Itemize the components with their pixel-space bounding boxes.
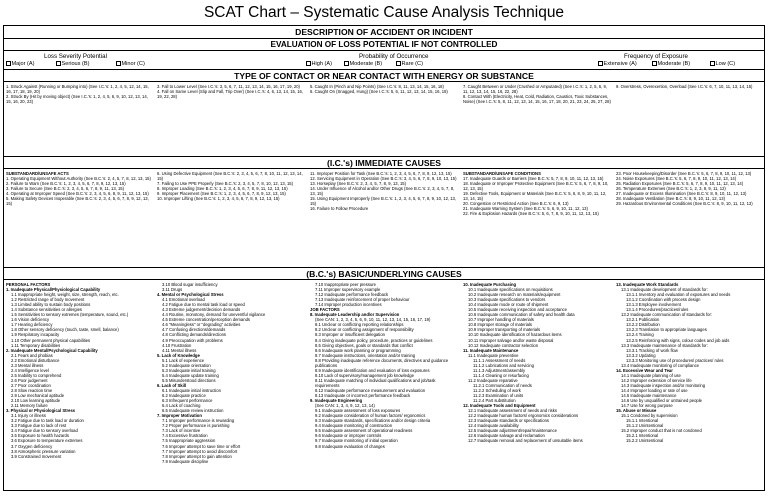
- cause-item: 5.3 Inadequate initial training: [162, 367, 216, 373]
- cause-item: 8.13 Inadequate or incorrect performance feedback: [315, 393, 411, 399]
- probability-high-checkbox[interactable]: [306, 61, 332, 68]
- cause-heading: 11. Inadequate Maintenance: [463, 347, 519, 353]
- cause-heading: 7. Improper Motivation: [157, 413, 202, 419]
- cause-item: 4. Operating at Improper Speed (See B.C.'s: 2, 3, 4, 5, 6, 8, 9, 11, 12, 13, 15): [6, 191, 149, 197]
- cause-item: 10.8 Improper storage of materials: [468, 322, 533, 328]
- cause-item: 7.14 Improper production incentives: [315, 302, 382, 308]
- cause-item: 3.11 Drugs: [162, 287, 183, 293]
- cause-item: 4.7 Confusing directions/demands: [162, 327, 226, 333]
- cause-heading: 8. Inadequate Leadership and/or Supervision: [310, 312, 400, 318]
- cause-item: 13.1.4 Procedures/practices/rules: [626, 307, 689, 313]
- cause-heading: 10. Inadequate Purchasing: [463, 282, 517, 287]
- cause-item: 7.9 Inadequate discipline: [162, 458, 209, 464]
- cause-item: 2.11 Memory failure: [11, 403, 48, 409]
- cause-item: 6.2 Inadequate practice: [162, 393, 206, 399]
- cause-item: 8.9 Inadequate identification and evaluation of loss exposures: [315, 367, 430, 373]
- cause-item: 1.5 Sensitivities to sensory extremes (temperature, sound, etc.): [11, 312, 129, 318]
- checkbox-icon: [710, 61, 715, 66]
- cause-heading: 4. Mental or Psychological Stress: [157, 292, 224, 298]
- cause-item: 13. Horseplay (See B.C.'s: 2, 3, 4, 5, 7, 8, 9, 13, 15): [310, 181, 406, 187]
- cause-item: 2.6 Poor judgement: [11, 377, 48, 383]
- cause-item: 3.2 Fatigue due to task load or duration: [11, 418, 84, 424]
- cause-item: 10.1 Inadequate specifications on requisitions: [468, 287, 553, 293]
- cause-item: 10.4 Inadequate mode or route of shipment: [468, 302, 549, 308]
- cause-item: 13.2.3 Translation to appropriate languages: [626, 327, 707, 333]
- cause-item: 2.10 Low learning aptitude: [11, 398, 61, 404]
- cause-item: 9.4 Inadequate monitoring of construction: [315, 423, 393, 429]
- cause-item: 11. Improper Position for Task (See B.C.'s: 1, 2, 3, 4, 5, 6, 7, 8, 9, 12, 13, 15): [310, 171, 452, 176]
- cause-item: 13.2.5 Reinforcing with signs, colour codes and job aids: [626, 337, 730, 343]
- cause-item: 15.1 Condoned by supervision: [621, 413, 678, 419]
- cause-item: 4.1 Emotional overload: [162, 297, 205, 303]
- cause-item: 13.3 Inadequate maintenance of standards for:: [621, 342, 708, 348]
- basic-column-3: [310, 282, 460, 490]
- cause-item: 1.2 Restricted range of body movement: [11, 297, 85, 303]
- cause-item: 14.3 Inadequate inspection and/or monitoring: [621, 382, 706, 388]
- contact-column-5: 9. Overstress, Overexertion, Overload (See I.C.'s: 6, 7, 10, 11, 13, 14, 15): [616, 84, 753, 89]
- checkbox-icon: [344, 61, 349, 66]
- probability-label: Probability of Occurrence: [359, 53, 429, 60]
- cause-item: 14.2 Improper extension of service life: [621, 377, 692, 383]
- section-description-header: DESCRIPTION OF ACCIDENT OR INCIDENT: [4, 26, 764, 39]
- cause-heading: 1. Inadequate Physical/Physiological Capability: [6, 287, 101, 293]
- checkbox-label: High (A): [311, 61, 333, 67]
- checkbox-label: Rare (C): [401, 61, 423, 67]
- cause-item: 11.2.2 Scheduling of work: [473, 387, 521, 393]
- cause-item: 11.2.1 Communication of needs: [473, 382, 532, 388]
- severity-minor-checkbox[interactable]: [116, 61, 145, 68]
- cause-item: 24. Noise Exposures (See B.C.'s: 5, 6, 7, 8, 9, 10, 11, 12, 13, 14): [616, 176, 737, 182]
- cause-item: 8.8 Providing inadequate reference documents, directives and guidance publications: [315, 357, 449, 368]
- cause-item: 5.2 Inadequate orientation: [162, 362, 211, 368]
- cause-item: 7.3 Lack of incentive: [162, 428, 201, 434]
- cause-item: 2.3 Mental illness: [11, 362, 44, 368]
- cause-item: 9.1 Inadequate assessment of loss exposures: [315, 408, 401, 414]
- cause-item: 5.4 Inadequate update training: [162, 372, 219, 378]
- cause-item: 12.7 Inadequate removal and replacement of unsuitable items: [468, 438, 583, 444]
- checkbox-icon: [56, 61, 61, 66]
- cause-item: 1.10 Other permanent physical capabilities: [11, 337, 91, 343]
- cause-item: 13.1.3 Employee involvement: [626, 302, 681, 308]
- cause-item: 5.1 Lack of experience: [162, 357, 205, 363]
- cause-item: 15.2 Improper conduct that is not condoned: [621, 428, 702, 434]
- cause-item: 8.11 Inadequate matching of individual qualifications and job/task requirements: [315, 377, 436, 388]
- cause-item: 14.4 Improper loading or rate of use: [621, 387, 688, 393]
- cause-item: 11.1 Inadequate preventive: [468, 352, 519, 358]
- cause-item: 8.5 Giving objectives, goals or standards that conflict: [315, 342, 413, 348]
- cause-item: 14. Under Influence of Alcohol and/or Other Drugs (See B.C.'s: 2, 3, 4, 5, 7, 8, 13, 15): [310, 186, 455, 197]
- cause-item: 4.4 Routine, monotony, demand for uneventful vigilance: [162, 312, 266, 318]
- cause-item: 10.5 Inadequate receiving inspection and acceptance: [468, 307, 567, 313]
- cause-item: 12. Servicing Equipment in Operation (See B.C.'s: 3, 4, 5, 6, 7, 8, 9, 10, 13, 15): [310, 176, 457, 182]
- cause-item: 7.1 Improper performance is rewarding: [162, 418, 235, 424]
- cause-item: 3.6 Exposure to temperature extremes: [11, 438, 83, 444]
- immediate-column-4: [463, 171, 613, 245]
- cause-item: 6.5 Inadequate review instruction: [162, 408, 224, 414]
- cause-item: 10.6 Inadequate communication of safety and health data: [468, 312, 575, 318]
- cause-item: 13.2.1 Publication: [626, 317, 660, 323]
- cause-item: 13.1 Inadequate development of standards for:: [621, 287, 708, 293]
- cause-item: 4.11 Mental illness: [162, 347, 197, 353]
- cause-heading: 15. Abuse or Misuse: [616, 408, 657, 414]
- cause-item: 9.5 Inadequate assessment of operational readiness: [315, 428, 413, 434]
- cause-item: 13.3.3 Monitoring use of procedures/ practices/ rules: [626, 357, 724, 363]
- cause-item: 3.9 Constrained movement: [11, 453, 62, 459]
- severity-major-checkbox[interactable]: [6, 61, 35, 68]
- cause-item: 9.7 Inadequate monitoring of initial operation: [315, 438, 398, 444]
- frequency-low-checkbox[interactable]: [710, 61, 735, 68]
- cause-item: 8.4 Giving inadequate policy, procedure, practices or guidelines: [315, 337, 433, 343]
- severity-label: Loss Severity Potential: [44, 53, 107, 60]
- cause-item: 3.8 Atmospheric pressure variation: [11, 448, 76, 454]
- cause-item: 2.4 Intelligence level: [11, 367, 49, 373]
- cause-item: 7.6 Improper attempt to save time or effort: [162, 443, 241, 449]
- section-basic-header: (B.C.'s) BASIC/UNDERLYING CAUSES: [4, 267, 764, 280]
- page-title: SCAT Chart – Systematic Cause Analysis Technique: [203, 4, 565, 21]
- cause-item: 5.5 Misunderstood directions: [162, 377, 216, 383]
- cause-heading: 6. Lack of Skill: [157, 382, 187, 388]
- cause-item: 9.3 Inadequate standards, specifications and/or design criteria: [315, 418, 431, 424]
- checkbox-icon: [116, 61, 121, 66]
- cause-item: 2.9 Low mechanical aptitude: [11, 393, 65, 399]
- cause-heading: SUBSTANDARD/UNSAFE CONDITIONS: [463, 171, 541, 176]
- cause-item: 16. Failure to Follow Procedure: [310, 206, 369, 212]
- cause-item: 26. Temperature Extremes (See B.C.'s: 1, 2, 3, 8, 9, 11, 12): [616, 186, 726, 192]
- cause-item: 11.1.3 Adjustment/assembly: [473, 367, 526, 373]
- cause-item: 7.11 Improper supervisory example: [315, 287, 381, 293]
- cause-item: 3.1 Injury or illness: [11, 413, 46, 419]
- cause-item: 12.5 Inadequate adjustment/repair/maintenance: [468, 428, 557, 434]
- frequency-label: Frequency of Exposure: [624, 53, 688, 60]
- cause-item: 7.7 Improper attempt to avoid discomfort: [162, 448, 238, 454]
- cause-item: 13.1.1 Inventory and evaluation of exposures and needs: [626, 292, 731, 298]
- cause-item: 25. Radiation Exposures (See B.C.'s: 5, 6, 7, 8, 9, 10, 11, 12, 13, 14): [616, 181, 744, 187]
- cause-item: 15.2.2 Unintentional: [626, 438, 664, 444]
- cause-item: 12.4 Inadequate availability: [468, 423, 519, 429]
- cause-heading: SUBSTANDARD/UNSAFE ACTS: [6, 171, 69, 176]
- cause-item: 11.1.2 Lubrications and servicing: [473, 362, 534, 368]
- cause-item: (See CAN: 1, 3, 4, 9, 12, 13, 14): [315, 403, 375, 409]
- checkbox-label: Major (A): [11, 61, 35, 67]
- contact-column-1: 1. Struck Against (Running or Bumping into) (See I.C.'s: 1, 2, 4, 5, 12, 14, 15, 16, 17, 18, 19, 20) 2. Struck By (Hit by moving object) (See I.C.'s: 1, 2, 4, 5, 6, 9, 10, 12, 13, 14, 15, 16, 20, 23): [6, 84, 149, 105]
- cause-item: 1.1 Inappropriate height, weight, size, strength, reach, etc.: [11, 292, 119, 298]
- cause-item: 7.12 Inadequate performance feedback: [315, 292, 389, 298]
- checkbox-icon: [652, 61, 657, 66]
- cause-item: 1.11 Temporary disabilities: [11, 342, 61, 348]
- section-contact-header: TYPE OF CONTACT OR NEAR CONTACT WITH ENERGY OR SUBSTANCE: [4, 69, 764, 82]
- immediate-column-5: [616, 171, 762, 245]
- cause-item: 2.8 Slow reaction time: [11, 387, 53, 393]
- cause-item: 28. Inadequate Ventilation (See B.C.'s: 8, 9, 10, 11, 12, 13): [616, 196, 725, 202]
- cause-item: 3.3 Fatigue due to lack of rest: [11, 423, 67, 429]
- cause-item: 29. Hazardous Environmental Conditions (See B.C.'s: 8, 9, 10, 11, 12, 13): [616, 201, 753, 207]
- cause-heading: 2. Inadequate Mental/Psychological Capability: [6, 347, 98, 353]
- cause-heading: 5. Lack of Knowledge: [157, 352, 200, 358]
- cause-item: 9.2 Inadequate consideration of human factors/ ergonomics: [315, 413, 426, 419]
- checkbox-label: Moderate (B): [349, 61, 383, 67]
- cause-item: 9.6 Inadequate or improper controls: [315, 433, 382, 439]
- cause-item: 11.1.4 Cleaning or resurfacing: [473, 372, 529, 378]
- checkbox-label: Moderate (B): [657, 61, 691, 67]
- cause-item: 11.2.4 Part substitution: [473, 398, 516, 404]
- cause-item: 6.3 Infrequent performance: [162, 398, 213, 404]
- cause-heading: 3. Physical or Physiological Stress: [6, 408, 76, 414]
- cause-heading: 12. Inadequate Tools and Equipment: [463, 403, 536, 409]
- cause-item: 8.1 Unclear or conflicting reporting relationships: [315, 322, 404, 328]
- cause-item: 1.4 Substance sensitivities or allergies: [11, 307, 82, 313]
- basic-column-2: [157, 282, 307, 490]
- cause-item: 3.10 Blood sugar insufficiency: [162, 282, 218, 287]
- section-evaluation-header: EVALUATION OF LOSS POTENTIAL IF NOT CONTROLLED: [4, 39, 764, 51]
- checkbox-label: Low (C): [715, 61, 736, 67]
- cause-item: 2.1 Fears and phobias: [11, 352, 53, 358]
- cause-item: 8.6 Inadequate work planning or programming: [315, 347, 401, 353]
- cause-item: 6. Using Defective Equipment (See B.C.'s: 2, 3, 4, 5, 6, 7, 8, 10, 11, 12, 13, 14, 15): [157, 171, 303, 182]
- cause-item: 7.5 Inappropriate aggression: [162, 438, 216, 444]
- cause-item: 8.7 Inadequate instructions, orientation and/or training: [315, 352, 416, 358]
- cause-item: 8. Improper Loading (See B.C.'s: 1, 2, 3, 4, 5, 6, 7, 8, 9, 11, 12, 13, 15): [157, 186, 288, 192]
- cause-item: 11.1.1 Assessment of needs: [473, 357, 526, 363]
- cause-item: 23. Poor Housekeeping/Disorder (See B.C.'s: 5, 6, 7, 8, 9, 10, 11, 12, 13): [616, 171, 752, 176]
- cause-item: 10.12 Inadequate contractor selection: [468, 342, 539, 348]
- cause-item: 13.2.4 Training: [626, 332, 654, 338]
- cause-item: 14.5 Inadequate maintenance: [621, 393, 677, 399]
- immediate-column-2: [157, 171, 307, 245]
- basic-column-4: [463, 282, 613, 490]
- cause-item: 13.4 Inadequate monitoring of compliance: [621, 362, 699, 368]
- cause-item: 3.4 Fatigue due to sensory overload: [11, 428, 78, 434]
- immediate-column-1: [6, 171, 154, 245]
- cause-item: 12.1 Inadequate assessment of needs and risks: [468, 408, 557, 414]
- cause-item: 3.5 Exposure to health hazards: [11, 433, 69, 439]
- section-immediate-header: (I.C.'s) IMMEDIATE CAUSES: [4, 156, 764, 169]
- checkbox-icon: [598, 61, 603, 66]
- cause-item: 1. Operating Equipment Without Authority (See B.C.'s: 2, 4, 5, 7, 8, 12, 13, 15): [6, 176, 151, 182]
- probability-rare-checkbox[interactable]: [396, 61, 423, 68]
- cause-heading: JOB FACTORS: [310, 307, 340, 313]
- checkbox-label: Extensive (A): [603, 61, 637, 67]
- cause-item: 19. Defective Tools, Equipment or Materials (See B.C.'s: 5, 6, 8, 9, 10, 11, 12, 13, 14, 15): [463, 191, 607, 202]
- cause-item: 4.8 Conflicting demands/directions: [162, 332, 227, 338]
- cause-heading: 9. Inadequate Engineering: [310, 398, 363, 404]
- cause-item: 12.2 Inadequate human factors/ ergonomics considerations: [468, 413, 579, 419]
- cause-item: 1.8 Other sensory deficiency (touch, taste, smell, balance): [11, 327, 119, 333]
- checkbox-icon: [6, 61, 11, 66]
- cause-item: 3. Failure to Secure (See B.C.'s: 2, 3, 4, 5, 6, 7, 8, 9, 11, 13, 15): [6, 186, 125, 192]
- frequency-extensive-checkbox[interactable]: [598, 61, 637, 68]
- cause-item: (See CAN: 1, 2, 3, 4, 5, 6, 9, 10, 11, 12, 13, 14, 15, 16, 17, 19): [315, 317, 431, 323]
- cause-item: 11.2.3 Examination of units: [473, 393, 524, 399]
- cause-item: 10.9 Improper transporting of materials: [468, 327, 541, 333]
- cause-item: 10.7 Improper handling of materials: [468, 317, 534, 323]
- cause-item: 8.10 Lack of supervisory/management job knowledge: [315, 372, 414, 378]
- cause-item: 4.9 Preoccupation with problems: [162, 337, 223, 343]
- cause-item: 7.2 Proper performance is punishing: [162, 423, 230, 429]
- cause-heading: PERSONAL FACTORS: [6, 282, 51, 287]
- cause-item: 27. Inadequate or Excess Illumination (See B.C.'s: 8, 9, 10, 11, 12, 13): [616, 191, 747, 197]
- cause-item: 18. Inadequate or Improper Protective Equipment (See B.C.'s: 5, 6, 7, 8, 9, 10, 12, 13, 15): [463, 181, 609, 192]
- contact-column-2: 3. Fall to Lower Level (See I.C.'s: 3, 5, 6, 7, 11, 12, 13, 14, 15, 16, 17, 19, 20) 4. Fall on Same Level (Slip and Fall, Trip Over) (See I.C.'s: 4, 6, 13, 14, 15, 16, 19, 22, 28): [157, 84, 304, 100]
- cause-item: 14.6 Use by unqualified or untrained people: [621, 398, 703, 404]
- cause-item: 7.10 Inappropriate peer pressure: [315, 282, 376, 287]
- contact-column-4: 7. Caught Between or Under (Crushed or Amputated) (See I.C.'s: 1, 2, 5, 6, 9, 11, 12, 13, 14, 15, 16, 22, 28) 8. Contact With (Electricity, Heat, Cold, Radiation, Caustics, Toxic Substances, Noise) (See I.C.'s: 5, 8, 11, 12, 13, 14, 15, 16, 17, 18, 20, 21, 23, 24, 25, 27, 28): [463, 84, 611, 105]
- cause-item: 9.8 Inadequate evaluation of changes: [315, 443, 385, 449]
- cause-item: 10.2 Inadequate research on materials/equipment: [468, 292, 561, 298]
- checkbox-icon: [306, 61, 311, 66]
- severity-serious-checkbox[interactable]: [56, 61, 89, 68]
- cause-item: 10. Improper Lifting (See B.C.'s: 1, 2, 3, 4, 5, 6, 7, 8, 9, 12, 13, 15): [157, 196, 280, 202]
- immediate-column-3: [310, 171, 460, 245]
- cause-item: 8.3 Improper or insufficient delegation: [315, 332, 385, 338]
- frequency-moderate-checkbox[interactable]: [652, 61, 690, 68]
- scat-chart: [3, 25, 765, 491]
- checkbox-label: Serious (B): [61, 61, 90, 67]
- cause-item: 8.2 Unclear or conflicting assignment of responsibility: [315, 327, 414, 333]
- cause-item: 2. Failure to Warn (See B.C.'s: 1, 2, 3, 4, 5, 6, 7, 8, 9, 12, 13, 15): [6, 181, 126, 187]
- cause-item: 13.2 Inadequate communication of standards for:: [621, 312, 713, 318]
- probability-moderate-checkbox[interactable]: [344, 61, 382, 68]
- cause-item: 3.7 Oxygen deficiency: [11, 443, 53, 449]
- cause-item: 12.6 Inadequate salvage and reclamation: [468, 433, 545, 439]
- cause-item: 15.2.1 Intentional: [626, 433, 659, 439]
- cause-item: 20. Congestion or Restricted Action (See B.C.'s: 6, 9, 13): [463, 201, 569, 207]
- cause-item: 17. Inadequate Guards or Barriers (See B.C.'s: 5, 7, 8, 9, 10, 11, 12, 13, 15): [463, 176, 604, 182]
- checkbox-label: Minor (C): [121, 61, 145, 67]
- cause-item: 22. Fire & Explosion Hazards (See B.C.'s: 5, 6, 7, 8, 9, 10, 11, 12, 13, 15): [463, 211, 599, 217]
- cause-item: 10.3 Inadequate specifications to vendors: [468, 297, 546, 303]
- cause-item: 14.7 Use for wrong purpose: [621, 403, 673, 409]
- cause-item: 4.3 Extreme judgement/decision demands: [162, 307, 241, 313]
- cause-item: 4.10 Frustration: [162, 342, 192, 348]
- cause-item: 13.3.2 Updating: [626, 352, 656, 358]
- cause-item: 8.12 Inadequate performance measurement and evaluation: [315, 387, 426, 393]
- cause-item: 15.1.1 Intentional: [626, 418, 659, 424]
- cause-item: 4.6 "Meaningless" or "degrading" activities: [162, 322, 241, 328]
- cause-heading: 14. Excessive Wear and Tear: [616, 367, 673, 373]
- cause-item: 7.13 Inadequate reinforcement of proper behaviour: [315, 297, 410, 303]
- cause-item: 6.1 Inadequate initial instruction: [162, 387, 221, 393]
- cause-item: 13.2.2 Distribution: [626, 322, 660, 328]
- cause-item: 15. Using Equipment Improperly (See B.C.'s: 1, 2, 3, 4, 5, 6, 7, 8, 9, 10, 12, 13, 15): [310, 196, 457, 207]
- cause-item: 7.4 Excessive frustration: [162, 433, 208, 439]
- cause-item: 4.5 Extreme concentration/perception demands: [162, 317, 250, 323]
- basic-column-5: [616, 282, 762, 490]
- cause-item: 9. Improper Placement (See B.C.'s: 1, 2, 3, 4, 5, 6, 7, 8, 9, 12, 13, 15): [157, 191, 286, 197]
- cause-item: 15.1.2 Unintentional: [626, 423, 664, 429]
- checkbox-icon: [396, 61, 401, 66]
- cause-item: 10.11 Improper salvage and/or waste disposal: [468, 337, 554, 343]
- cause-item: 7.8 Improper attempt to gain attention: [162, 453, 232, 459]
- cause-item: 6.4 Lack of coaching: [162, 403, 201, 409]
- cause-item: 1.9 Respiratory incapacity: [11, 332, 60, 338]
- cause-item: 1.7 Hearing deficiency: [11, 322, 53, 328]
- cause-item: 1.6 Vision deficiency: [11, 317, 50, 323]
- cause-item: 21. Inadequate Warning System (See B.C.'s: 5, 6, 9, 10, 11, 12, 13): [463, 206, 588, 212]
- cause-item: 2.7 Poor coordination: [11, 382, 51, 388]
- cause-item: 11.2 Inadequate reparative: [468, 377, 518, 383]
- cause-item: 13.3.1 Tracking of work flow: [626, 347, 678, 353]
- cause-item: 4.2 Fatigue due to mental task load or speed: [162, 302, 245, 308]
- cause-item: 5. Making Safety Devices Inoperable (See B.C.'s: 2, 3, 4, 5, 6, 7, 8, 9, 12, 13, 15): [6, 196, 149, 207]
- cause-heading: 13. Inadequate Work Standards: [616, 282, 679, 287]
- basic-column-1: [6, 282, 154, 490]
- cause-item: 7. Failing to Use PPE Properly (See B.C.'s: 2, 3, 4, 5, 7, 8, 10, 12, 13, 15): [157, 181, 294, 187]
- contact-column-3: 5. Caught In (Pinch and Nip Points) (See I.C.'s: 8, 11, 13, 14, 15, 16, 18) 6. Caught On (Snagged, Hung) (See I.C.'s: 5, 6, 11, 12, 13, 14, 15, 16, 18): [310, 84, 448, 95]
- cause-item: 2.5 Inability to comprehend: [11, 372, 62, 378]
- cause-item: 12.3 Inadequate standards or specifications: [468, 418, 550, 424]
- cause-item: 2.2 Emotional disturbance: [11, 357, 60, 363]
- cause-item: 14.1 Inadequate planning of use: [621, 372, 681, 378]
- cause-item: 1.3 Limited ability to sustain body positions: [11, 302, 91, 308]
- cause-item: 13.1.2 Coordination with process design: [626, 297, 701, 303]
- cause-item: 10.10 Inadequate identification of hazardous items: [468, 332, 562, 338]
